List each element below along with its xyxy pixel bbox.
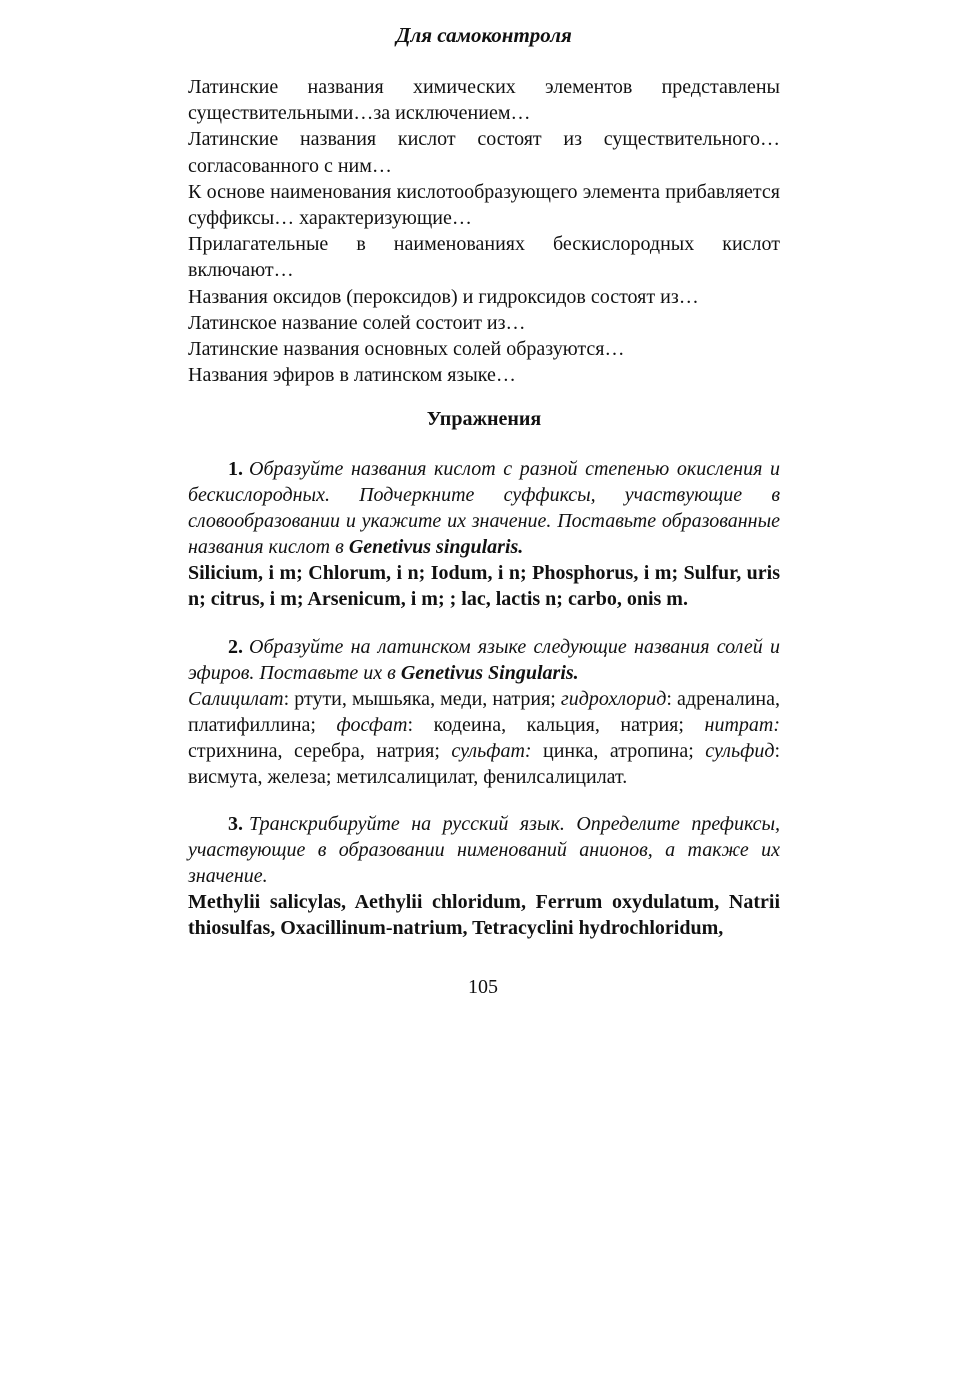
section-title: Упражнения	[426, 408, 542, 430]
question-item: Латинские названия химических элементов представлены существительными…за исключением…	[188, 76, 780, 125]
question-item: К основе наименования кислотообразующего элемента прибавляется суффиксы… характеризующие…	[188, 180, 780, 230]
exercise-1-task	[188, 456, 780, 560]
salt-term: сульфид	[705, 740, 775, 762]
exercise-3	[188, 811, 780, 941]
exercise-task-latin: Genetivus singularis.	[348, 536, 524, 558]
salt-items: : адреналина, платифиллина;	[188, 688, 780, 736]
exercise-2	[188, 634, 780, 790]
salt-items: : ртути, мышьяка, меди, натрия;	[283, 688, 561, 710]
self-control-questions	[188, 74, 780, 388]
salt-items: цинка, атропина;	[531, 740, 706, 762]
exercise-1	[188, 456, 780, 612]
exercise-number: 1.	[228, 458, 243, 480]
exercise-number: 2.	[228, 636, 243, 658]
exercise-3-task	[188, 811, 780, 889]
exercise-task-latin: Genetivus Singularis.	[400, 662, 579, 684]
question-item: Латинские названия кислот состоят из существительного…согласованного с ним…	[188, 128, 780, 177]
question-item: Названия эфиров в латинском языке…	[188, 364, 516, 387]
exercise-3-content: Methylii salicylas, Aethylii chloridum, Ferrum oxydulatum, Natrii thiosulfas, Oxacillinum-natrium, Tetracyclini hydrochloridum,	[188, 891, 780, 939]
salt-term: фосфат	[336, 714, 408, 736]
exercise-task-text: Транскрибируйте на русский язык. Определите префиксы, участвующие в образовании нименований анионов, а также их значение.	[188, 813, 780, 887]
salt-items: : висмута, железа; метилсалицилат, фенилсалицилат.	[188, 740, 780, 788]
page-number: 105	[468, 976, 498, 998]
question-item: Латинское название солей состоит из…	[188, 311, 526, 334]
exercise-number: 3.	[228, 813, 243, 835]
question-item: Латинские названия основных солей образуются…	[188, 338, 625, 361]
exercise-2-task	[188, 634, 780, 686]
question-item: Названия оксидов (пероксидов) и гидроксидов состоят из…	[188, 285, 699, 308]
salt-term: нитрат:	[704, 714, 780, 736]
salt-term: Салицилат	[188, 688, 284, 710]
exercise-task-text: Образуйте на латинском языке следующие названия солей и эфиров. Поставьте их в	[188, 636, 780, 684]
salt-items: стрихнина, серебра, натрия;	[188, 740, 452, 762]
salt-term: гидрохлорид	[560, 688, 667, 710]
exercise-1-content: Silicium, i m; Chlorum, i n; Iodum, i n; Phosphorus, i m; Sulfur, uris n; citrus, i m; Arsenicum, i m; ; lac, lactis n; carbo, onis m.	[188, 562, 780, 610]
running-head: Для самоконтроля	[396, 23, 572, 47]
salt-items: : кодеина, кальция, натрия;	[407, 714, 705, 736]
question-item: Прилагательные в наименованиях бескислородных кислот включают…	[188, 233, 780, 282]
exercise-2-content	[188, 686, 780, 790]
exercise-task-text: Образуйте названия кислот с разной степенью окисления и бескислородных. Подчеркните суффиксы, участвующие в словообразовании и укажите их значение. Поставьте образованные названия кислот в	[188, 458, 780, 558]
salt-term: сульфат:	[451, 740, 532, 762]
